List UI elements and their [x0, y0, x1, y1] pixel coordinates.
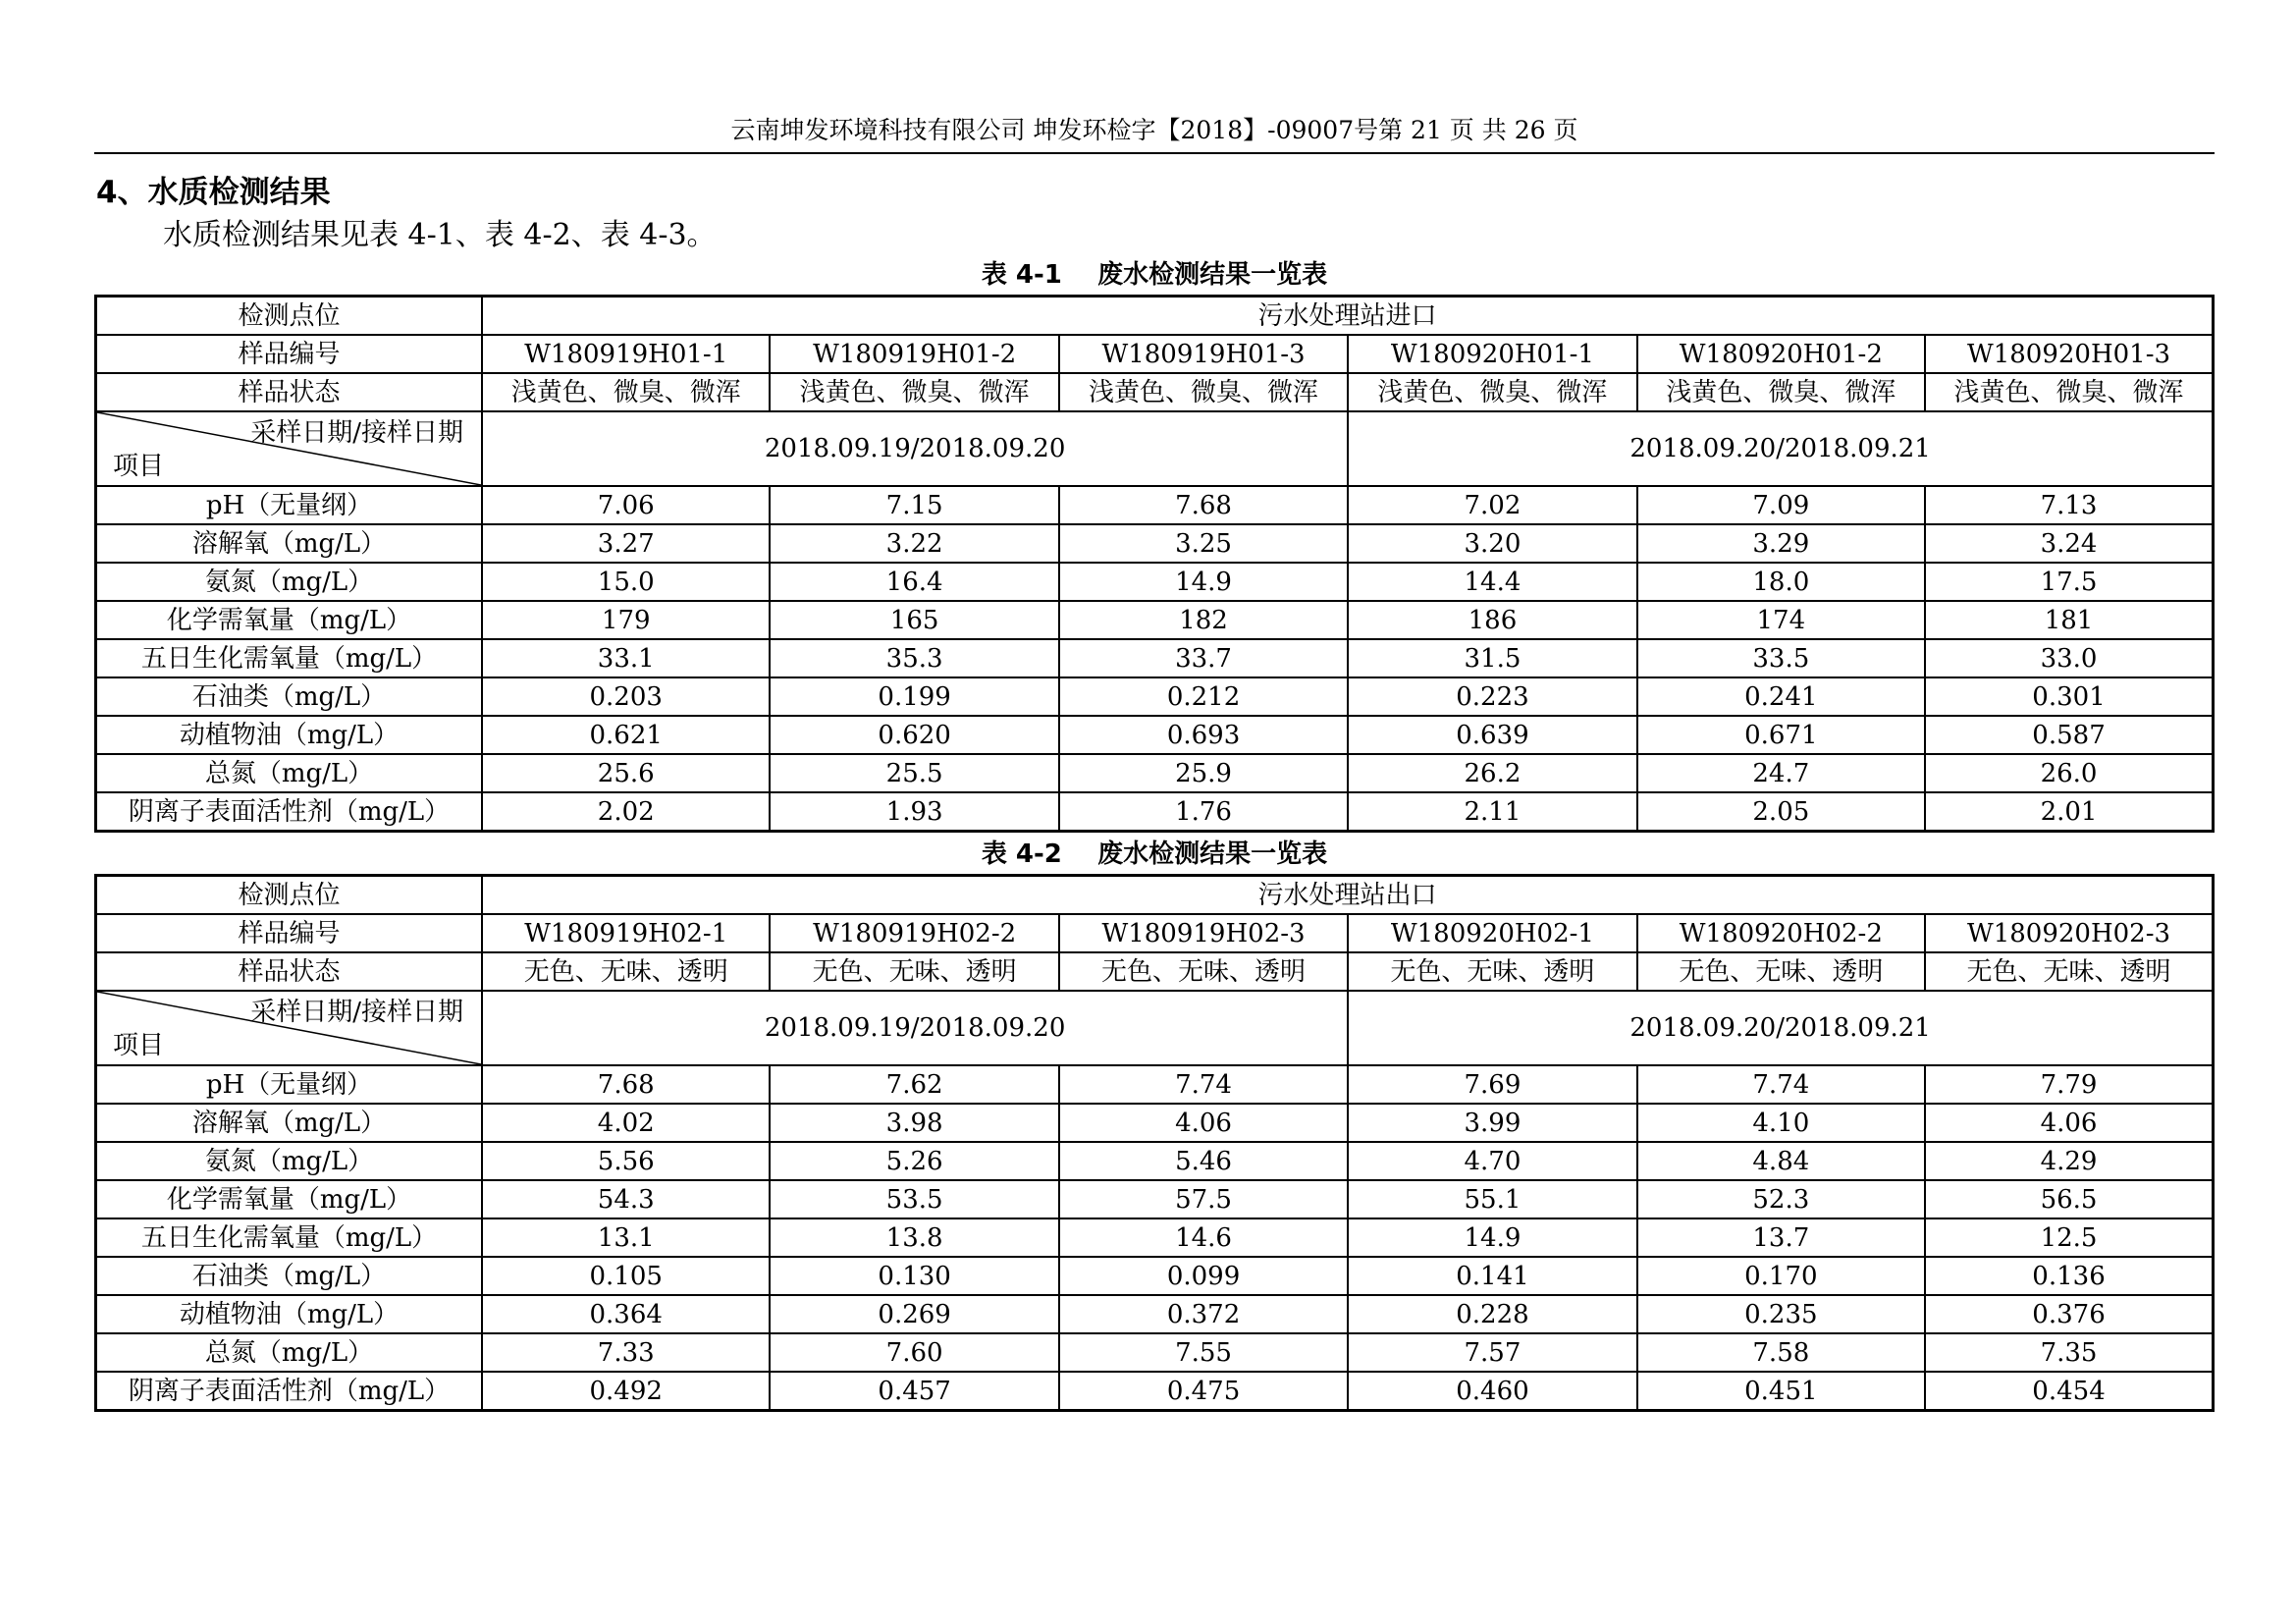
value-cell: 0.223 [1348, 677, 1636, 716]
item-name-cell: 阴离子表面活性剂（mg/L） [96, 1372, 483, 1411]
value-cell: 5.26 [770, 1142, 1058, 1180]
table-body-4-1 [96, 486, 2214, 832]
item-name-cell: 动植物油（mg/L） [96, 716, 483, 754]
value-cell: 25.5 [770, 754, 1058, 792]
value-cell: 15.0 [482, 563, 770, 601]
table-row [96, 716, 2214, 754]
table-caption-4-2 [94, 837, 2215, 872]
value-cell: 24.7 [1637, 754, 1925, 792]
value-cell: 0.301 [1925, 677, 2213, 716]
value-cell: 26.2 [1348, 754, 1636, 792]
table-row [96, 524, 2214, 563]
point-label: 检测点位 [96, 297, 483, 336]
value-cell: 7.33 [482, 1333, 770, 1372]
table-row [96, 1257, 2214, 1295]
table-row [96, 1333, 2214, 1372]
value-cell: 3.25 [1059, 524, 1348, 563]
value-cell: 57.5 [1059, 1180, 1348, 1218]
table-caption-number: 表 4-2 [981, 839, 1062, 869]
value-cell: 0.621 [482, 716, 770, 754]
value-cell: 174 [1637, 601, 1925, 639]
value-cell: 7.60 [770, 1333, 1058, 1372]
item-name-cell: pH（无量纲） [96, 486, 483, 524]
table-row [96, 952, 2214, 991]
sample-state-cell: 浅黄色、微臭、微浑 [1925, 373, 2213, 411]
item-name-cell: 石油类（mg/L） [96, 1257, 483, 1295]
value-cell: 0.228 [1348, 1295, 1636, 1333]
value-cell: 0.587 [1925, 716, 2213, 754]
value-cell: 1.93 [770, 792, 1058, 832]
diagonal-header-cell [96, 991, 483, 1065]
value-cell: 33.0 [1925, 639, 2213, 677]
item-name-cell: 溶解氧（mg/L） [96, 1104, 483, 1142]
table-row [96, 1065, 2214, 1104]
value-cell: 17.5 [1925, 563, 2213, 601]
point-value: 污水处理站进口 [482, 297, 2213, 336]
table-row [96, 639, 2214, 677]
value-cell: 0.203 [482, 677, 770, 716]
value-cell: 4.70 [1348, 1142, 1636, 1180]
item-name-cell: 石油类（mg/L） [96, 677, 483, 716]
value-cell: 7.79 [1925, 1065, 2213, 1104]
item-name-cell: 化学需氧量（mg/L） [96, 601, 483, 639]
value-cell: 14.4 [1348, 563, 1636, 601]
item-header-label: 项目 [113, 452, 165, 481]
value-cell: 25.6 [482, 754, 770, 792]
value-cell: 7.69 [1348, 1065, 1636, 1104]
value-cell: 0.199 [770, 677, 1058, 716]
value-cell: 0.451 [1637, 1372, 1925, 1411]
date-header-label: 采样日期/接样日期 [250, 418, 464, 448]
table-row [96, 754, 2214, 792]
sample-state-cell: 无色、无味、透明 [1637, 952, 1925, 991]
table-row [96, 914, 2214, 952]
intro-paragraph: 水质检测结果见表 4-1、表 4-2、表 4-3。 [163, 218, 717, 252]
value-cell: 16.4 [770, 563, 1058, 601]
value-cell: 54.3 [482, 1180, 770, 1218]
value-cell: 2.11 [1348, 792, 1636, 832]
value-cell: 7.13 [1925, 486, 2213, 524]
value-cell: 7.02 [1348, 486, 1636, 524]
sample-state-label: 样品状态 [96, 952, 483, 991]
sample-state-cell: 浅黄色、微臭、微浑 [770, 373, 1058, 411]
table-row [96, 297, 2214, 336]
value-cell: 3.99 [1348, 1104, 1636, 1142]
sample-state-cell: 浅黄色、微臭、微浑 [1348, 373, 1636, 411]
table-row [96, 1104, 2214, 1142]
sample-no-cell: W180919H01-3 [1059, 335, 1348, 373]
value-cell: 7.74 [1059, 1065, 1348, 1104]
sample-state-cell: 无色、无味、透明 [770, 952, 1058, 991]
sample-no-cell: W180920H01-1 [1348, 335, 1636, 373]
value-cell: 7.35 [1925, 1333, 2213, 1372]
value-cell: 35.3 [770, 639, 1058, 677]
point-value: 污水处理站出口 [482, 876, 2213, 915]
table-caption-number: 表 4-1 [981, 260, 1062, 290]
sample-no-cell: W180920H01-3 [1925, 335, 2213, 373]
table-row [96, 1372, 2214, 1411]
table-row [96, 1295, 2214, 1333]
value-cell: 0.460 [1348, 1372, 1636, 1411]
sample-no-cell: W180919H02-3 [1059, 914, 1348, 952]
sample-state-cell: 浅黄色、微臭、微浑 [482, 373, 770, 411]
item-name-cell: 总氮（mg/L） [96, 754, 483, 792]
value-cell: 56.5 [1925, 1180, 2213, 1218]
point-label: 检测点位 [96, 876, 483, 915]
value-cell: 7.58 [1637, 1333, 1925, 1372]
sample-state-cell: 无色、无味、透明 [1925, 952, 2213, 991]
table-caption-title: 废水检测结果一览表 [1097, 260, 1328, 290]
sample-no-cell: W180919H01-2 [770, 335, 1058, 373]
sample-state-cell: 浅黄色、微臭、微浑 [1059, 373, 1348, 411]
date-cell: 2018.09.19/2018.09.20 [482, 411, 1348, 486]
value-cell: 13.1 [482, 1218, 770, 1257]
value-cell: 52.3 [1637, 1180, 1925, 1218]
value-cell: 181 [1925, 601, 2213, 639]
value-cell: 14.9 [1059, 563, 1348, 601]
date-cell: 2018.09.20/2018.09.21 [1348, 411, 2213, 486]
value-cell: 4.06 [1925, 1104, 2213, 1142]
item-name-cell: 总氮（mg/L） [96, 1333, 483, 1372]
value-cell: 26.0 [1925, 754, 2213, 792]
value-cell: 165 [770, 601, 1058, 639]
value-cell: 3.27 [482, 524, 770, 563]
item-name-cell: 化学需氧量（mg/L） [96, 1180, 483, 1218]
date-cell: 2018.09.20/2018.09.21 [1348, 991, 2213, 1065]
value-cell: 4.06 [1059, 1104, 1348, 1142]
value-cell: 0.130 [770, 1257, 1058, 1295]
value-cell: 3.24 [1925, 524, 2213, 563]
sample-no-cell: W180920H02-3 [1925, 914, 2213, 952]
table-row [96, 335, 2214, 373]
value-cell: 3.22 [770, 524, 1058, 563]
value-cell: 31.5 [1348, 639, 1636, 677]
value-cell: 7.55 [1059, 1333, 1348, 1372]
table-caption-4-1 [94, 257, 2215, 293]
value-cell: 3.20 [1348, 524, 1636, 563]
value-cell: 186 [1348, 601, 1636, 639]
table-row [96, 601, 2214, 639]
sample-state-label: 样品状态 [96, 373, 483, 411]
value-cell: 0.376 [1925, 1295, 2213, 1333]
value-cell: 0.671 [1637, 716, 1925, 754]
table-row [96, 1180, 2214, 1218]
item-name-cell: 氨氮（mg/L） [96, 1142, 483, 1180]
sample-no-cell: W180920H02-2 [1637, 914, 1925, 952]
value-cell: 55.1 [1348, 1180, 1636, 1218]
sample-no-cell: W180919H02-2 [770, 914, 1058, 952]
value-cell: 53.5 [770, 1180, 1058, 1218]
table-row [96, 563, 2214, 601]
item-name-cell: 动植物油（mg/L） [96, 1295, 483, 1333]
results-table-4-2 [94, 874, 2215, 1412]
value-cell: 7.62 [770, 1065, 1058, 1104]
sample-no-label: 样品编号 [96, 914, 483, 952]
item-header-label: 项目 [113, 1031, 165, 1060]
value-cell: 0.639 [1348, 716, 1636, 754]
value-cell: 182 [1059, 601, 1348, 639]
table-row [96, 1142, 2214, 1180]
value-cell: 0.364 [482, 1295, 770, 1333]
date-cell: 2018.09.19/2018.09.20 [482, 991, 1348, 1065]
value-cell: 7.74 [1637, 1065, 1925, 1104]
table-row [96, 876, 2214, 915]
value-cell: 4.10 [1637, 1104, 1925, 1142]
value-cell: 7.06 [482, 486, 770, 524]
item-name-cell: 五日生化需氧量（mg/L） [96, 1218, 483, 1257]
sample-no-cell: W180919H02-1 [482, 914, 770, 952]
value-cell: 25.9 [1059, 754, 1348, 792]
results-table-4-1 [94, 295, 2215, 833]
value-cell: 18.0 [1637, 563, 1925, 601]
item-name-cell: 阴离子表面活性剂（mg/L） [96, 792, 483, 832]
value-cell: 0.136 [1925, 1257, 2213, 1295]
value-cell: 1.76 [1059, 792, 1348, 832]
value-cell: 7.15 [770, 486, 1058, 524]
sample-state-cell: 浅黄色、微臭、微浑 [1637, 373, 1925, 411]
sample-no-label: 样品编号 [96, 335, 483, 373]
value-cell: 2.05 [1637, 792, 1925, 832]
value-cell: 0.099 [1059, 1257, 1348, 1295]
value-cell: 2.01 [1925, 792, 2213, 832]
value-cell: 33.1 [482, 639, 770, 677]
table-row [96, 991, 2214, 1065]
sample-no-cell: W180920H01-2 [1637, 335, 1925, 373]
value-cell: 4.29 [1925, 1142, 2213, 1180]
table-caption-title: 废水检测结果一览表 [1097, 839, 1328, 869]
value-cell: 0.475 [1059, 1372, 1348, 1411]
value-cell: 0.372 [1059, 1295, 1348, 1333]
value-cell: 7.09 [1637, 486, 1925, 524]
item-name-cell: pH（无量纲） [96, 1065, 483, 1104]
value-cell: 12.5 [1925, 1218, 2213, 1257]
value-cell: 33.5 [1637, 639, 1925, 677]
value-cell: 3.29 [1637, 524, 1925, 563]
header-divider [94, 152, 2215, 154]
value-cell: 0.235 [1637, 1295, 1925, 1333]
value-cell: 0.454 [1925, 1372, 2213, 1411]
value-cell: 0.241 [1637, 677, 1925, 716]
value-cell: 0.457 [770, 1372, 1058, 1411]
sample-no-cell: W180920H02-1 [1348, 914, 1636, 952]
value-cell: 0.269 [770, 1295, 1058, 1333]
value-cell: 0.620 [770, 716, 1058, 754]
value-cell: 7.57 [1348, 1333, 1636, 1372]
value-cell: 2.02 [482, 792, 770, 832]
item-name-cell: 五日生化需氧量（mg/L） [96, 639, 483, 677]
table-row [96, 792, 2214, 832]
value-cell: 0.170 [1637, 1257, 1925, 1295]
sample-state-cell: 无色、无味、透明 [1348, 952, 1636, 991]
sample-state-cell: 无色、无味、透明 [482, 952, 770, 991]
item-name-cell: 溶解氧（mg/L） [96, 524, 483, 563]
value-cell: 0.492 [482, 1372, 770, 1411]
table-row [96, 411, 2214, 486]
value-cell: 5.46 [1059, 1142, 1348, 1180]
value-cell: 14.9 [1348, 1218, 1636, 1257]
date-header-label: 采样日期/接样日期 [250, 998, 464, 1027]
value-cell: 5.56 [482, 1142, 770, 1180]
table-row [96, 1218, 2214, 1257]
sample-no-cell: W180919H01-1 [482, 335, 770, 373]
value-cell: 14.6 [1059, 1218, 1348, 1257]
value-cell: 7.68 [482, 1065, 770, 1104]
value-cell: 33.7 [1059, 639, 1348, 677]
value-cell: 13.8 [770, 1218, 1058, 1257]
value-cell: 0.141 [1348, 1257, 1636, 1295]
diagonal-header-cell [96, 411, 483, 486]
item-name-cell: 氨氮（mg/L） [96, 563, 483, 601]
sample-state-cell: 无色、无味、透明 [1059, 952, 1348, 991]
section-title: 4、水质检测结果 [96, 175, 331, 210]
value-cell: 4.02 [482, 1104, 770, 1142]
table-body-4-2 [96, 1065, 2214, 1411]
value-cell: 0.105 [482, 1257, 770, 1295]
table-row [96, 677, 2214, 716]
value-cell: 4.84 [1637, 1142, 1925, 1180]
page-header: 云南坤发环境科技有限公司 坤发环检字【2018】-09007号第 21 页 共 26 页 [730, 116, 1578, 144]
value-cell: 179 [482, 601, 770, 639]
value-cell: 3.98 [770, 1104, 1058, 1142]
table-row [96, 486, 2214, 524]
table-row [96, 373, 2214, 411]
value-cell: 0.212 [1059, 677, 1348, 716]
value-cell: 0.693 [1059, 716, 1348, 754]
value-cell: 7.68 [1059, 486, 1348, 524]
value-cell: 13.7 [1637, 1218, 1925, 1257]
